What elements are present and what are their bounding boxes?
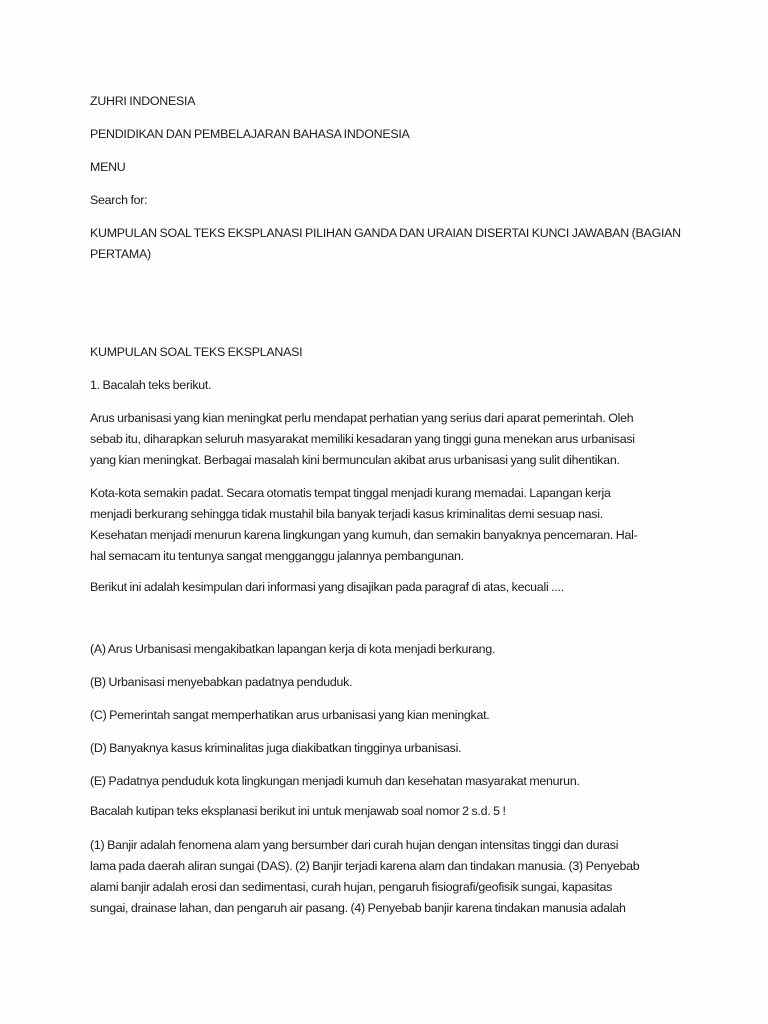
site-title[interactable]: ZUHRI INDONESIA — [90, 94, 196, 108]
option-e: (E) Padatnya penduduk kota lingkungan menjadi kumuh dan kesehatan masyarakat menurun. — [90, 774, 580, 788]
paragraph-line: sebab itu, diharapkan seluruh masyarakat memiliki kesadaran yang tinggi guna menekan arus urbanisasi — [90, 432, 635, 446]
option-a: (A) Arus Urbanisasi mengakibatkan lapangan kerja di kota menjadi berkurang. — [90, 642, 496, 656]
explanation-excerpt — [90, 835, 680, 919]
paragraph-line: yang kian meningkat. Berbagai masalah kini bermunculan akibat arus urbanisasi yang sulit dihentikan. — [90, 453, 620, 467]
paragraph-line: menjadi berkurang sehingga tidak mustahil bila banyak terjadi kasus kriminalitas demi sesuap nasi. — [90, 507, 603, 521]
paragraph-line: Kesehatan menjadi menurun karena lingkungan yang kumuh, dan semakin banyaknya pencemaran. Hal- — [90, 528, 638, 542]
option-b: (B) Urbanisasi menyebabkan padatnya penduduk. — [90, 675, 353, 689]
article-title-line: KUMPULAN SOAL TEKS EKSPLANASI PILIHAN GANDA DAN URAIAN DISERTAI KUNCI JAWABAN (BAGIAN — [90, 226, 681, 240]
excerpt-line: sungai, drainase lahan, dan pengaruh air pasang. (4) Penyebab banjir karena tindakan manusia adalah — [90, 901, 626, 915]
question-1-paragraph-2 — [90, 483, 680, 567]
question-1-text: Berikut ini adalah kesimpulan dari informasi yang disajikan pada paragraf di atas, kecuali .... — [90, 580, 564, 594]
paragraph-line: hal semacam itu tentunya sangat mengganggu jalannya pembangunan. — [90, 549, 464, 563]
menu-label[interactable]: MENU — [90, 160, 126, 174]
excerpt-line: alami banjir adalah erosi dan sedimentasi, curah hujan, pengaruh fisiografi/geofisik sungai, kapasitas — [90, 880, 613, 894]
article-title-line: PERTAMA) — [90, 247, 151, 261]
question-1-paragraph-1 — [90, 408, 680, 471]
search-label: Search for: — [90, 193, 148, 207]
excerpt-line: lama pada daerah aliran sungai (DAS). (2) Banjir terjadi karena alam dan tindakan manusia. (3) Penyebab — [90, 859, 640, 873]
article-title — [90, 223, 680, 265]
paragraph-line: Kota-kota semakin padat. Secara otomatis tempat tinggal menjadi kurang memadai. Lapangan kerja — [90, 486, 611, 500]
question-1-prompt: 1. Bacalah teks berikut. — [90, 378, 212, 392]
option-d: (D) Banyaknya kasus kriminalitas juga diakibatkan tingginya urbanisasi. — [90, 741, 462, 755]
option-c: (C) Pemerintah sangat memperhatikan arus urbanisasi yang kian meningkat. — [90, 708, 490, 722]
excerpt-line: (1) Banjir adalah fenomena alam yang bersumber dari curah hujan dengan intensitas tinggi dan durasi — [90, 838, 619, 852]
section-heading: KUMPULAN SOAL TEKS EKSPLANASI — [90, 345, 303, 359]
paragraph-line: Arus urbanisasi yang kian meningkat perlu mendapat perhatian yang serius dari aparat pemerintah. Oleh — [90, 411, 634, 425]
site-tagline: PENDIDIKAN DAN PEMBELAJARAN BAHASA INDONESIA — [90, 127, 410, 141]
instruction-questions-2-5: Bacalah kutipan teks eksplanasi berikut ini untuk menjawab soal nomor 2 s.d. 5 ! — [90, 804, 506, 818]
